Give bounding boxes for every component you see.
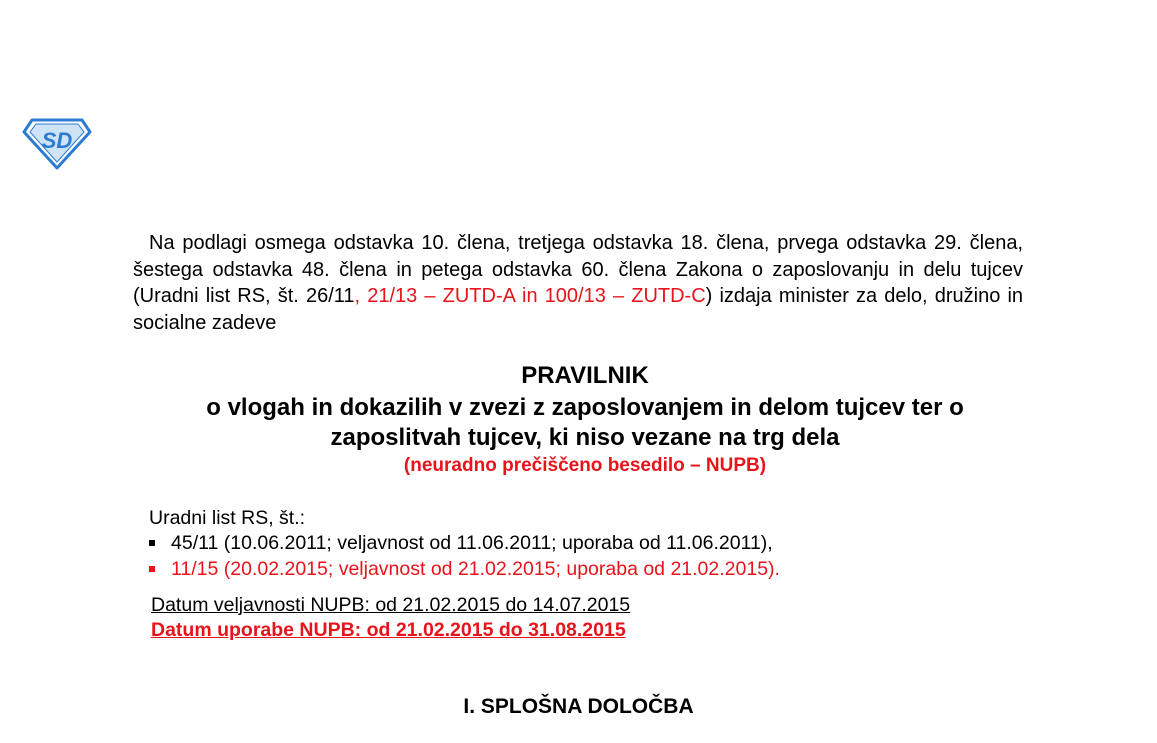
gazette-heading: Uradni list RS, št.: [149,507,306,529]
document-subtitle [150,393,1020,453]
validity-date: Datum veljavnosti NUPB: od 21.02.2015 do 14.07.2015 [151,594,631,616]
nupb-note: (neuradno prečiščeno besedilo – NUPB) [403,455,767,476]
gazette-entry: 45/11 (10.06.2011; veljavnost od 11.06.2011; uporaba od 11.06.2011), [145,530,780,556]
document-title: PRAVILNIK [521,362,649,389]
subtitle-line-1: o vlogah in dokazilih v zvezi z zaposlovanjem in delom tujcev ter o [206,394,964,421]
intro-amendments: , 21/13 – ZUTD-A in 100/13 – ZUTD-C [354,285,706,307]
svg-text:SD: SD [41,128,73,153]
gazette-entry: 11/15 (20.02.2015; veljavnost od 21.02.2015; uporaba od 21.02.2015). [145,556,780,582]
sd-logo-icon [22,118,92,170]
gazette-list [145,530,780,582]
subtitle-line-2: zaposlitvah tujcev, ki niso vezane na trg dela [330,424,840,451]
section-heading: I. SPLOŠNA DOLOČBA [463,695,694,718]
usage-date: Datum uporabe NUPB: od 21.02.2015 do 31.08.2015 [151,619,626,641]
intro-text: Na podlagi osmega odstavka 10. člena, tretjega odstavka 18. člena, prvega odstavka 29. člena, šestega odstavka 48. člena in petega odstavka 60. člena Zakona o zaposlovanju in delu tujcev (Uradni list RS, št. 26/11 [133,232,1023,307]
intro-paragraph [133,230,1023,336]
intro-text-end: ) izdaja minister za delo, družino in socialne zadeve [133,285,1024,334]
